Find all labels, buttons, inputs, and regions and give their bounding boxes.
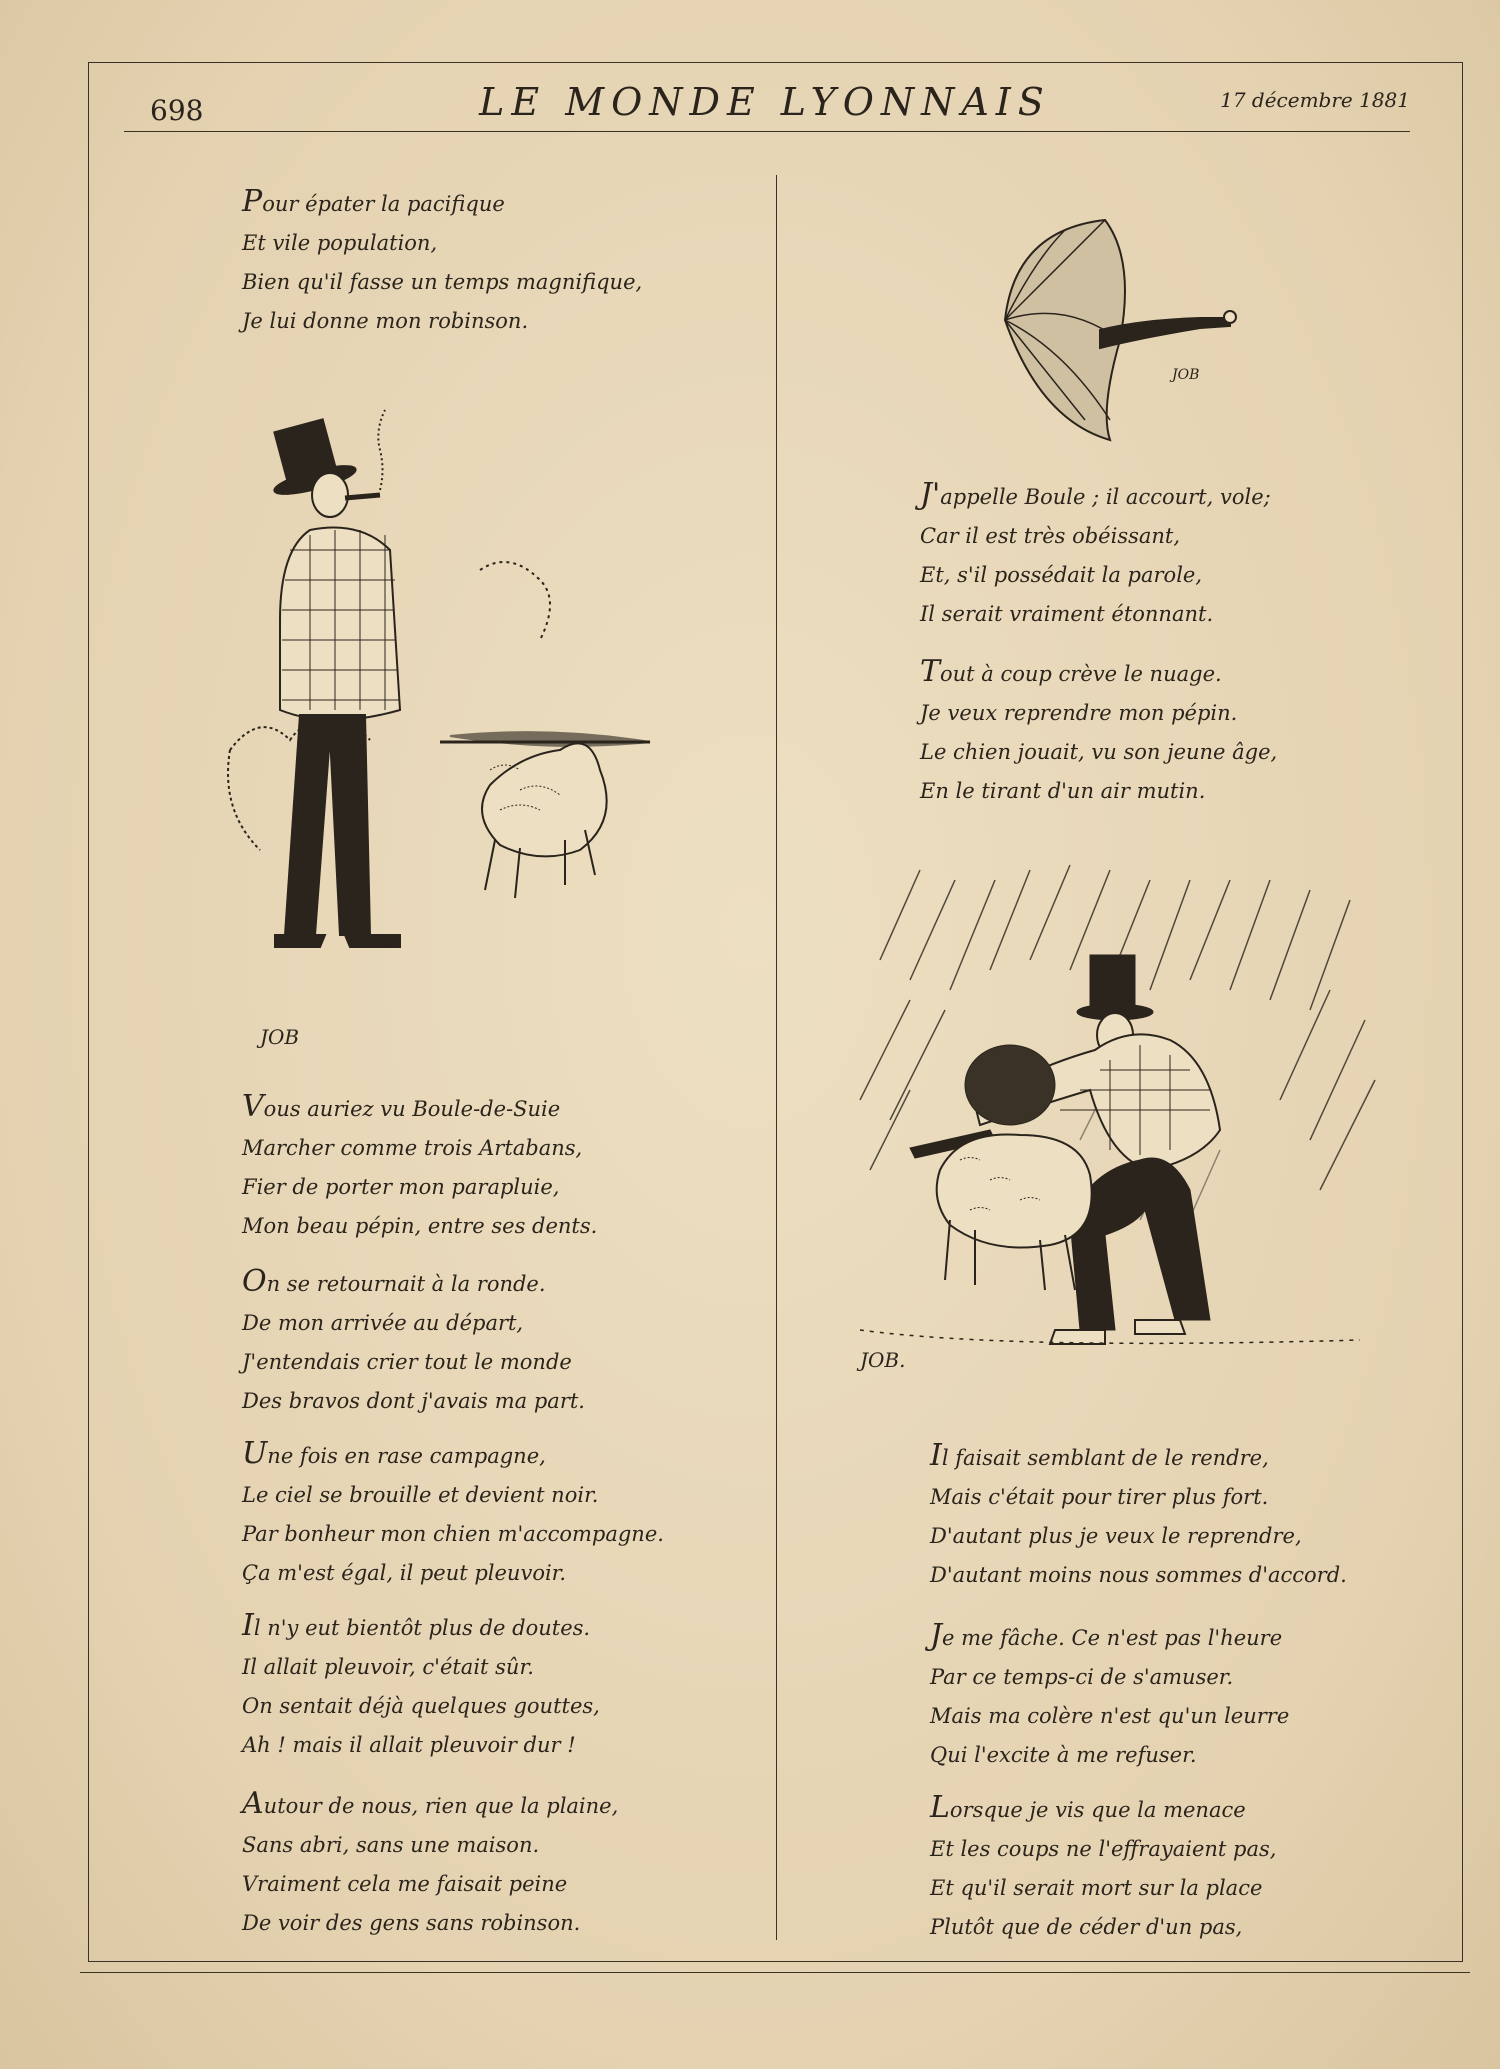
right-stanza-4 xyxy=(930,1616,1289,1775)
verse-line: Mon beau pépin, entre ses dents. xyxy=(242,1214,598,1238)
right-stanza-1 xyxy=(920,475,1271,634)
verse-line: Le chien jouait, vu son jeune âge, xyxy=(920,740,1278,764)
illustration-rain-struggle xyxy=(840,840,1400,1400)
right-stanza-5 xyxy=(930,1788,1276,1947)
verse-line: Il n'y eut bientôt plus de doutes. xyxy=(242,1608,591,1643)
verse-line: Ah ! mais il allait pleuvoir dur ! xyxy=(242,1733,576,1757)
illustration-signature: JOB. xyxy=(860,1348,906,1372)
verse-line: Bien qu'il fasse un temps magnifique, xyxy=(242,270,643,294)
verse-line: De voir des gens sans robinson. xyxy=(242,1911,581,1935)
left-stanza-1 xyxy=(242,182,642,341)
column-divider xyxy=(776,175,777,1940)
illustration-signature: JOB xyxy=(1172,367,1200,383)
verse-line: Plutôt que de céder d'un pas, xyxy=(930,1915,1243,1939)
verse-line: Autour de nous, rien que la plaine, xyxy=(242,1786,619,1821)
verse-line: Vous auriez vu Boule-de-Suie xyxy=(242,1089,561,1124)
right-stanza-2 xyxy=(920,652,1277,811)
page-number: 698 xyxy=(150,94,204,127)
verse-line: Une fois en rase campagne, xyxy=(242,1436,546,1471)
verse-line: Par bonheur mon chien m'accompagne. xyxy=(242,1522,664,1546)
verse-line: Sans abri, sans une maison. xyxy=(242,1833,540,1857)
verse-line: Pour épater la pacifique xyxy=(242,184,505,219)
verse-line: J'appelle Boule ; il accourt, vole; xyxy=(920,477,1271,512)
verse-line: Et qu'il serait mort sur la place xyxy=(930,1876,1263,1900)
verse-line: Il faisait semblant de le rendre, xyxy=(930,1438,1269,1473)
verse-line: Car il est très obéissant, xyxy=(920,524,1181,548)
verse-line: On sentait déjà quelques gouttes, xyxy=(242,1694,600,1718)
verse-line: On se retournait à la ronde. xyxy=(242,1264,546,1299)
man-smoking-illustration xyxy=(220,370,660,1070)
verse-line: Ça m'est égal, il peut pleuvoir. xyxy=(242,1561,567,1585)
verse-line: D'autant moins nous sommes d'accord. xyxy=(930,1563,1347,1587)
verse-line: Et les coups ne l'effrayaient pas, xyxy=(930,1837,1277,1861)
left-stanza-4 xyxy=(242,1434,664,1593)
issue-date: 17 décembre 1881 xyxy=(1220,88,1410,112)
journal-title: LE MONDE LYONNAIS xyxy=(479,80,1051,124)
left-stanza-6 xyxy=(242,1784,618,1943)
verse-line: Je veux reprendre mon pépin. xyxy=(920,701,1238,725)
verse-line: Et vile population, xyxy=(242,231,438,255)
illustration-umbrella xyxy=(990,205,1240,450)
verse-line: Il serait vraiment étonnant. xyxy=(920,602,1214,626)
verse-line: Mais ma colère n'est qu'un leurre xyxy=(930,1704,1290,1728)
header-rule xyxy=(124,131,1410,132)
verse-line: En le tirant d'un air mutin. xyxy=(920,779,1206,803)
illustration-signature: JOB xyxy=(260,1025,300,1049)
verse-line: Je lui donne mon robinson. xyxy=(242,309,529,333)
page-header xyxy=(120,70,1410,130)
verse-line: Marcher comme trois Artabans, xyxy=(242,1136,583,1160)
left-stanza-5 xyxy=(242,1606,600,1765)
rain-struggle-illustration xyxy=(840,840,1400,1400)
verse-line: Vraiment cela me faisait peine xyxy=(242,1872,568,1896)
verse-line: Tout à coup crève le nuage. xyxy=(920,654,1222,689)
verse-line: Il allait pleuvoir, c'était sûr. xyxy=(242,1655,534,1679)
bottom-rule xyxy=(80,1972,1470,1973)
verse-line: Je me fâche. Ce n'est pas l'heure xyxy=(930,1618,1283,1653)
verse-line: Qui l'excite à me refuser. xyxy=(930,1743,1197,1767)
verse-line: Lorsque je vis que la menace xyxy=(930,1790,1246,1825)
umbrella-illustration xyxy=(990,205,1240,450)
verse-line: Le ciel se brouille et devient noir. xyxy=(242,1483,599,1507)
left-stanza-3 xyxy=(242,1262,585,1421)
verse-line: Et, s'il possédait la parole, xyxy=(920,563,1203,587)
verse-line: Par ce temps-ci de s'amuser. xyxy=(930,1665,1234,1689)
left-stanza-2 xyxy=(242,1087,597,1246)
verse-line: D'autant plus je veux le reprendre, xyxy=(930,1524,1302,1548)
verse-line: De mon arrivée au départ, xyxy=(242,1311,524,1335)
verse-line: Des bravos dont j'avais ma part. xyxy=(242,1389,585,1413)
verse-line: J'entendais crier tout le monde xyxy=(242,1350,572,1374)
right-stanza-3 xyxy=(930,1436,1347,1595)
illustration-man-with-dog xyxy=(220,370,660,1070)
verse-line: Mais c'était pour tirer plus fort. xyxy=(930,1485,1269,1509)
verse-line: Fier de porter mon parapluie, xyxy=(242,1175,560,1199)
